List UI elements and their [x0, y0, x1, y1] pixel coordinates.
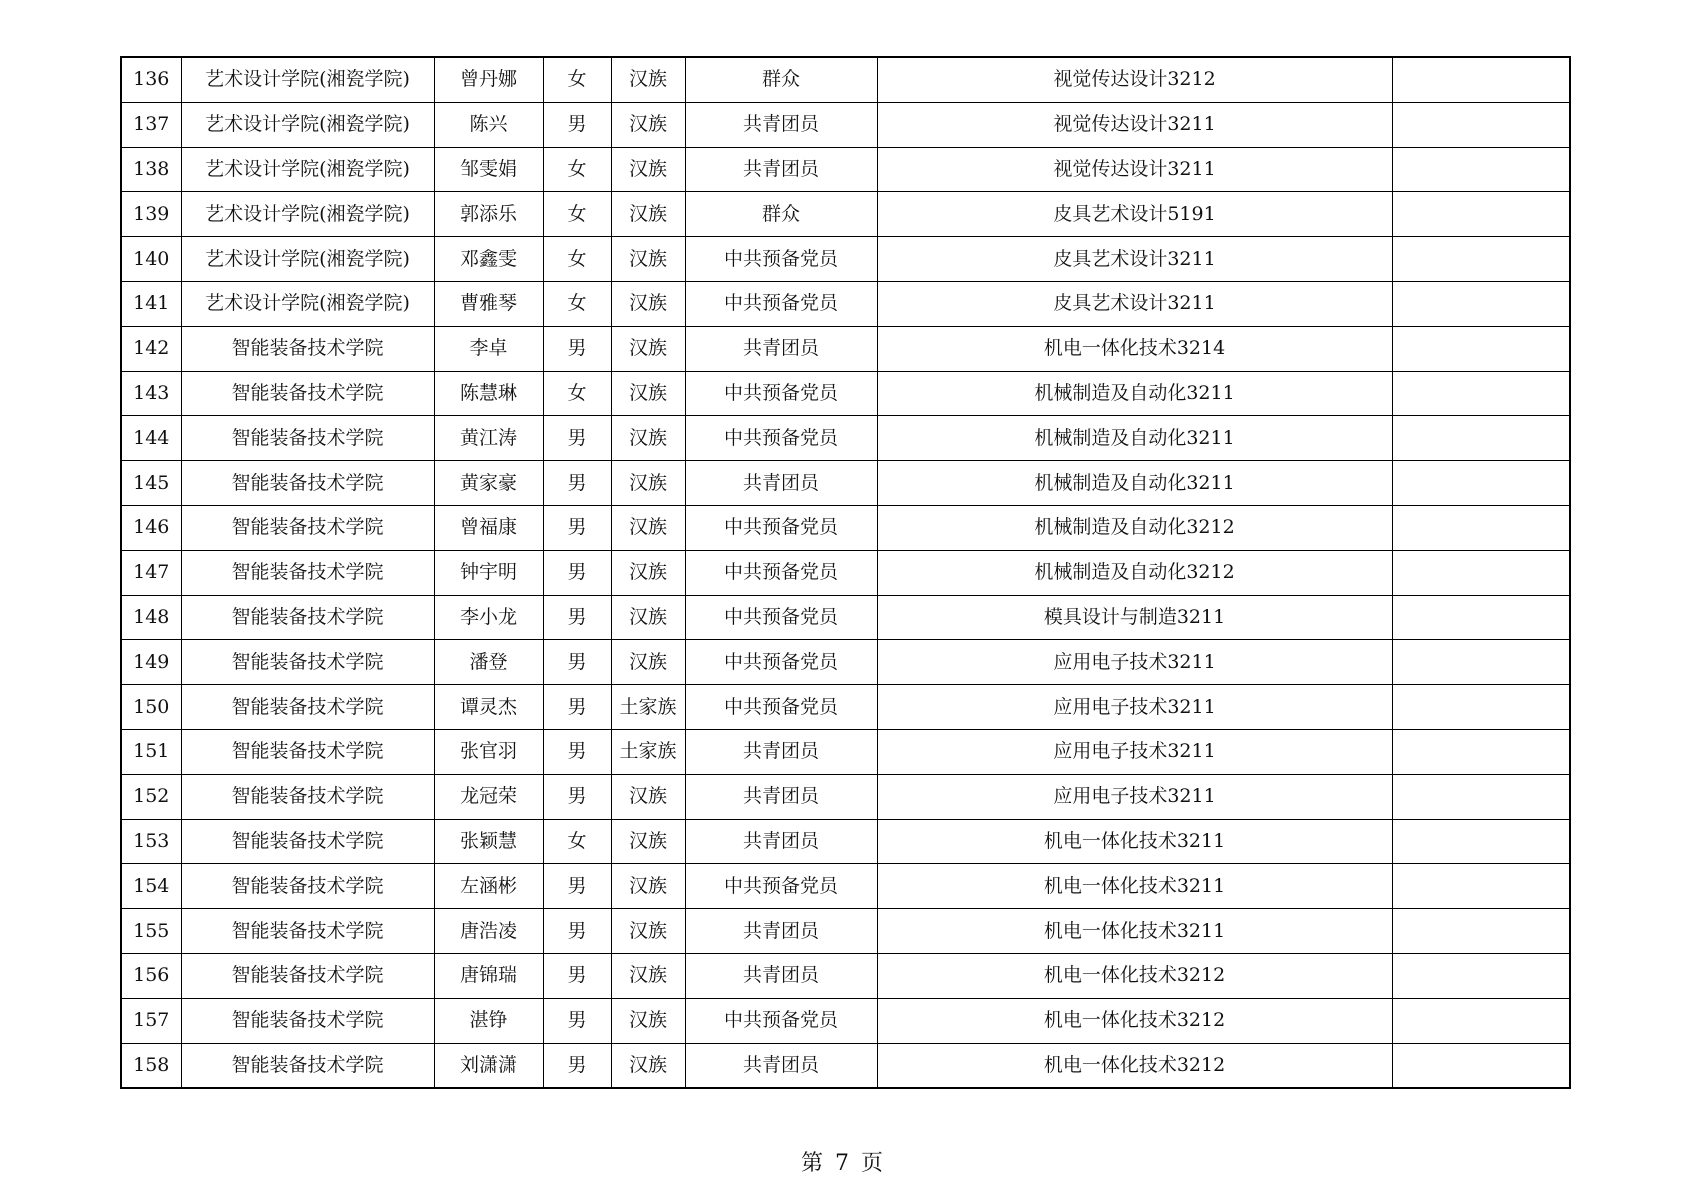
cell-class: 皮具艺术设计3211 [877, 237, 1392, 282]
cell-gender: 男 [543, 953, 611, 998]
cell-political-status: 共青团员 [685, 729, 877, 774]
cell-remarks [1392, 416, 1570, 461]
cell-college: 智能装备技术学院 [181, 371, 434, 416]
table-row [121, 371, 1570, 416]
cell-class: 机电一体化技术3211 [877, 909, 1392, 954]
cell-serial-number: 138 [121, 147, 181, 192]
cell-remarks [1392, 864, 1570, 909]
cell-class: 机械制造及自动化3211 [877, 416, 1392, 461]
cell-ethnicity: 汉族 [611, 237, 685, 282]
cell-student-name: 潘登 [434, 640, 543, 685]
cell-class: 机械制造及自动化3212 [877, 550, 1392, 595]
cell-remarks [1392, 729, 1570, 774]
cell-gender: 男 [543, 461, 611, 506]
table-row [121, 416, 1570, 461]
cell-remarks [1392, 953, 1570, 998]
cell-serial-number: 154 [121, 864, 181, 909]
cell-political-status: 中共预备党员 [685, 864, 877, 909]
cell-college: 智能装备技术学院 [181, 998, 434, 1043]
cell-serial-number: 142 [121, 326, 181, 371]
cell-gender: 男 [543, 102, 611, 147]
cell-college: 智能装备技术学院 [181, 416, 434, 461]
cell-class: 机电一体化技术3212 [877, 1043, 1392, 1088]
table-row [121, 998, 1570, 1043]
page-label-prefix: 第 [800, 1151, 823, 1176]
cell-ethnicity: 汉族 [611, 998, 685, 1043]
cell-remarks [1392, 371, 1570, 416]
cell-ethnicity: 汉族 [611, 774, 685, 819]
cell-remarks [1392, 774, 1570, 819]
table-row [121, 640, 1570, 685]
cell-ethnicity: 汉族 [611, 461, 685, 506]
cell-remarks [1392, 505, 1570, 550]
cell-student-name: 龙冠荣 [434, 774, 543, 819]
table-row [121, 595, 1570, 640]
cell-ethnicity: 土家族 [611, 685, 685, 730]
cell-college: 智能装备技术学院 [181, 729, 434, 774]
cell-serial-number: 140 [121, 237, 181, 282]
cell-ethnicity: 汉族 [611, 281, 685, 326]
cell-ethnicity: 汉族 [611, 640, 685, 685]
cell-class: 应用电子技术3211 [877, 729, 1392, 774]
cell-remarks [1392, 1043, 1570, 1088]
table-row [121, 505, 1570, 550]
cell-student-name: 陈慧琳 [434, 371, 543, 416]
cell-student-name: 曾福康 [434, 505, 543, 550]
cell-ethnicity: 汉族 [611, 953, 685, 998]
cell-student-name: 谭灵杰 [434, 685, 543, 730]
cell-class: 机电一体化技术3211 [877, 864, 1392, 909]
cell-remarks [1392, 102, 1570, 147]
cell-remarks [1392, 819, 1570, 864]
cell-gender: 男 [543, 685, 611, 730]
cell-class: 机电一体化技术3212 [877, 953, 1392, 998]
cell-remarks [1392, 998, 1570, 1043]
cell-political-status: 中共预备党员 [685, 416, 877, 461]
cell-student-name: 黄江涛 [434, 416, 543, 461]
cell-political-status: 中共预备党员 [685, 998, 877, 1043]
cell-student-name: 曹雅琴 [434, 281, 543, 326]
cell-ethnicity: 汉族 [611, 371, 685, 416]
cell-ethnicity: 汉族 [611, 505, 685, 550]
table-row [121, 57, 1570, 102]
cell-ethnicity: 汉族 [611, 864, 685, 909]
cell-serial-number: 158 [121, 1043, 181, 1088]
cell-college: 艺术设计学院(湘瓷学院) [181, 102, 434, 147]
cell-political-status: 共青团员 [685, 326, 877, 371]
cell-political-status: 中共预备党员 [685, 371, 877, 416]
cell-college: 智能装备技术学院 [181, 326, 434, 371]
cell-student-name: 唐锦瑞 [434, 953, 543, 998]
cell-serial-number: 137 [121, 102, 181, 147]
cell-serial-number: 149 [121, 640, 181, 685]
cell-gender: 男 [543, 595, 611, 640]
cell-student-name: 湛铮 [434, 998, 543, 1043]
cell-remarks [1392, 57, 1570, 102]
table-row [121, 102, 1570, 147]
cell-class: 机电一体化技术3211 [877, 819, 1392, 864]
table-row [121, 819, 1570, 864]
cell-class: 皮具艺术设计5191 [877, 192, 1392, 237]
cell-serial-number: 157 [121, 998, 181, 1043]
cell-remarks [1392, 147, 1570, 192]
cell-college: 智能装备技术学院 [181, 909, 434, 954]
cell-gender: 男 [543, 729, 611, 774]
cell-class: 视觉传达设计3212 [877, 57, 1392, 102]
cell-student-name: 唐浩凌 [434, 909, 543, 954]
cell-serial-number: 143 [121, 371, 181, 416]
cell-college: 智能装备技术学院 [181, 953, 434, 998]
cell-political-status: 共青团员 [685, 909, 877, 954]
cell-student-name: 刘潇潇 [434, 1043, 543, 1088]
cell-student-name: 邹雯娟 [434, 147, 543, 192]
table-row [121, 461, 1570, 506]
cell-ethnicity: 汉族 [611, 102, 685, 147]
cell-political-status: 共青团员 [685, 147, 877, 192]
cell-ethnicity: 汉族 [611, 595, 685, 640]
cell-ethnicity: 汉族 [611, 909, 685, 954]
cell-student-name: 曾丹娜 [434, 57, 543, 102]
cell-class: 应用电子技术3211 [877, 685, 1392, 730]
cell-serial-number: 144 [121, 416, 181, 461]
cell-student-name: 李卓 [434, 326, 543, 371]
cell-class: 应用电子技术3211 [877, 640, 1392, 685]
cell-remarks [1392, 550, 1570, 595]
cell-remarks [1392, 192, 1570, 237]
table-row [121, 864, 1570, 909]
cell-remarks [1392, 909, 1570, 954]
cell-ethnicity: 汉族 [611, 550, 685, 595]
cell-remarks [1392, 685, 1570, 730]
cell-remarks [1392, 461, 1570, 506]
table-row [121, 192, 1570, 237]
cell-college: 智能装备技术学院 [181, 774, 434, 819]
cell-student-name: 左涵彬 [434, 864, 543, 909]
cell-gender: 女 [543, 281, 611, 326]
table-row [121, 1043, 1570, 1088]
cell-ethnicity: 汉族 [611, 57, 685, 102]
cell-college: 智能装备技术学院 [181, 505, 434, 550]
cell-student-name: 陈兴 [434, 102, 543, 147]
cell-class: 机械制造及自动化3212 [877, 505, 1392, 550]
cell-serial-number: 150 [121, 685, 181, 730]
cell-political-status: 中共预备党员 [685, 281, 877, 326]
cell-class: 视觉传达设计3211 [877, 147, 1392, 192]
cell-ethnicity: 汉族 [611, 192, 685, 237]
cell-student-name: 钟宇明 [434, 550, 543, 595]
table-row [121, 774, 1570, 819]
cell-gender: 男 [543, 505, 611, 550]
cell-remarks [1392, 281, 1570, 326]
cell-remarks [1392, 237, 1570, 282]
cell-gender: 男 [543, 640, 611, 685]
cell-class: 视觉传达设计3211 [877, 102, 1392, 147]
cell-class: 机械制造及自动化3211 [877, 461, 1392, 506]
cell-class: 皮具艺术设计3211 [877, 281, 1392, 326]
cell-serial-number: 151 [121, 729, 181, 774]
cell-political-status: 共青团员 [685, 953, 877, 998]
cell-ethnicity: 汉族 [611, 416, 685, 461]
cell-college: 智能装备技术学院 [181, 1043, 434, 1088]
cell-college: 智能装备技术学院 [181, 550, 434, 595]
cell-political-status: 共青团员 [685, 819, 877, 864]
cell-remarks [1392, 640, 1570, 685]
cell-college: 智能装备技术学院 [181, 685, 434, 730]
cell-student-name: 邓鑫雯 [434, 237, 543, 282]
cell-political-status: 共青团员 [685, 1043, 877, 1088]
cell-college: 艺术设计学院(湘瓷学院) [181, 281, 434, 326]
cell-gender: 男 [543, 416, 611, 461]
cell-serial-number: 139 [121, 192, 181, 237]
cell-gender: 女 [543, 57, 611, 102]
cell-political-status: 共青团员 [685, 102, 877, 147]
cell-political-status: 群众 [685, 192, 877, 237]
cell-gender: 女 [543, 192, 611, 237]
cell-serial-number: 156 [121, 953, 181, 998]
cell-ethnicity: 汉族 [611, 147, 685, 192]
cell-serial-number: 152 [121, 774, 181, 819]
page-footer [0, 1146, 1684, 1177]
cell-serial-number: 153 [121, 819, 181, 864]
cell-college: 智能装备技术学院 [181, 864, 434, 909]
table-row [121, 953, 1570, 998]
cell-political-status: 共青团员 [685, 774, 877, 819]
cell-student-name: 郭添乐 [434, 192, 543, 237]
cell-college: 艺术设计学院(湘瓷学院) [181, 192, 434, 237]
cell-ethnicity: 土家族 [611, 729, 685, 774]
student-roster-table [120, 56, 1571, 1089]
cell-gender: 男 [543, 1043, 611, 1088]
table-row [121, 909, 1570, 954]
cell-class: 机电一体化技术3212 [877, 998, 1392, 1043]
cell-serial-number: 141 [121, 281, 181, 326]
cell-remarks [1392, 326, 1570, 371]
cell-class: 机械制造及自动化3211 [877, 371, 1392, 416]
cell-gender: 女 [543, 237, 611, 282]
cell-political-status: 中共预备党员 [685, 550, 877, 595]
cell-ethnicity: 汉族 [611, 1043, 685, 1088]
cell-college: 艺术设计学院(湘瓷学院) [181, 237, 434, 282]
cell-gender: 男 [543, 864, 611, 909]
cell-serial-number: 136 [121, 57, 181, 102]
cell-political-status: 中共预备党员 [685, 640, 877, 685]
cell-serial-number: 155 [121, 909, 181, 954]
cell-gender: 女 [543, 819, 611, 864]
cell-class: 机电一体化技术3214 [877, 326, 1392, 371]
cell-political-status: 群众 [685, 57, 877, 102]
cell-political-status: 中共预备党员 [685, 685, 877, 730]
cell-ethnicity: 汉族 [611, 819, 685, 864]
cell-gender: 男 [543, 550, 611, 595]
table-row [121, 281, 1570, 326]
table-row [121, 550, 1570, 595]
cell-gender: 女 [543, 147, 611, 192]
cell-gender: 女 [543, 371, 611, 416]
cell-remarks [1392, 595, 1570, 640]
cell-student-name: 黄家豪 [434, 461, 543, 506]
cell-college: 艺术设计学院(湘瓷学院) [181, 147, 434, 192]
cell-serial-number: 147 [121, 550, 181, 595]
table-row [121, 326, 1570, 371]
cell-serial-number: 148 [121, 595, 181, 640]
cell-student-name: 张官羽 [434, 729, 543, 774]
cell-political-status: 中共预备党员 [685, 237, 877, 282]
cell-serial-number: 146 [121, 505, 181, 550]
cell-student-name: 李小龙 [434, 595, 543, 640]
page-label-suffix: 页 [861, 1151, 884, 1176]
cell-ethnicity: 汉族 [611, 326, 685, 371]
roster-body [121, 57, 1570, 1088]
cell-gender: 男 [543, 909, 611, 954]
cell-class: 应用电子技术3211 [877, 774, 1392, 819]
cell-student-name: 张颖慧 [434, 819, 543, 864]
cell-political-status: 中共预备党员 [685, 595, 877, 640]
cell-class: 模具设计与制造3211 [877, 595, 1392, 640]
table-row [121, 729, 1570, 774]
cell-gender: 男 [543, 326, 611, 371]
cell-political-status: 中共预备党员 [685, 505, 877, 550]
cell-college: 智能装备技术学院 [181, 640, 434, 685]
cell-college: 艺术设计学院(湘瓷学院) [181, 57, 434, 102]
cell-college: 智能装备技术学院 [181, 461, 434, 506]
table-row [121, 685, 1570, 730]
cell-serial-number: 145 [121, 461, 181, 506]
cell-gender: 男 [543, 774, 611, 819]
cell-gender: 男 [543, 998, 611, 1043]
table-row [121, 237, 1570, 282]
cell-college: 智能装备技术学院 [181, 819, 434, 864]
cell-college: 智能装备技术学院 [181, 595, 434, 640]
cell-political-status: 共青团员 [685, 461, 877, 506]
table-row [121, 147, 1570, 192]
page-number: 7 [835, 1151, 849, 1176]
